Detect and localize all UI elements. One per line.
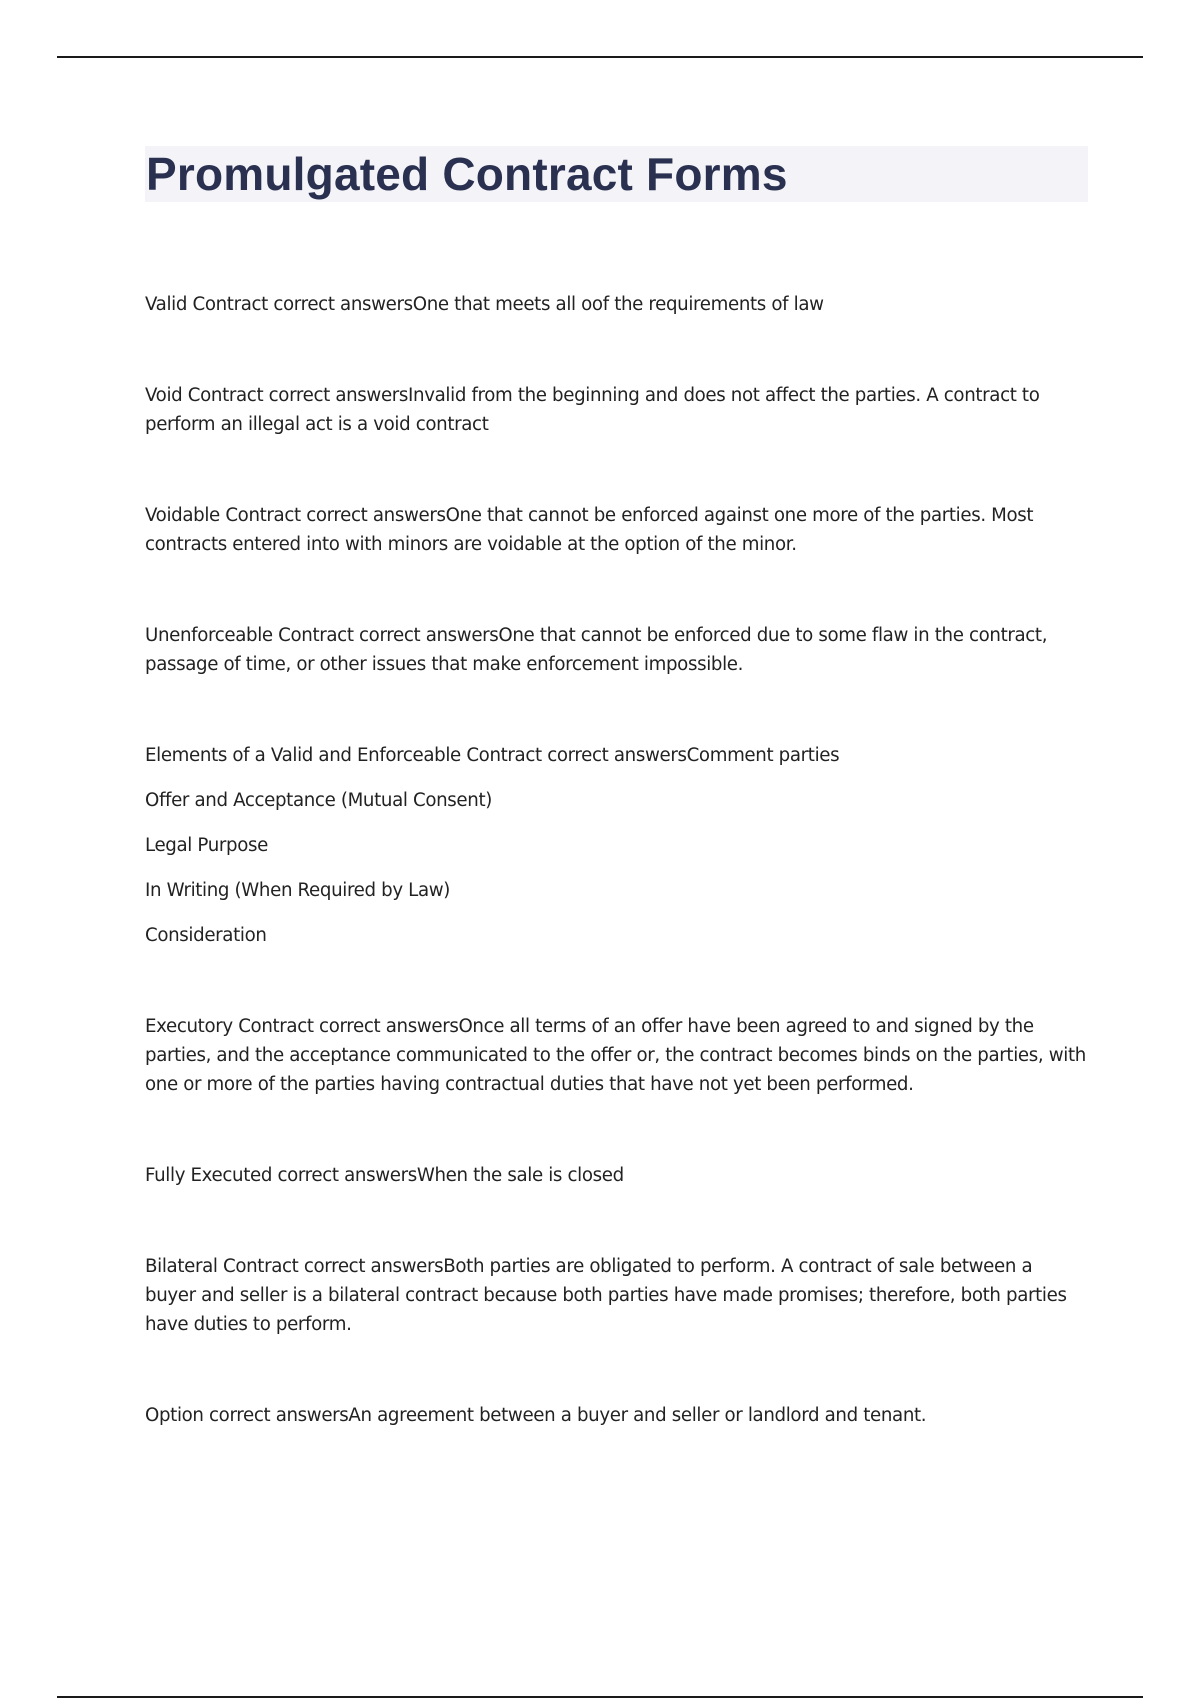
entry-text: Unenforceable Contract correct answersOne that cannot be enforced due to some flaw in the contract, passage of time, or other issues that make enforcement impossible. — [145, 625, 1048, 675]
entry-unenforceable-contract — [145, 621, 1088, 679]
page-title: Promulgated Contract Forms — [146, 148, 788, 200]
entry-text: Option correct answersAn agreement between a buyer and seller or landlord and tenant. — [145, 1405, 927, 1426]
list-item: Consideration — [145, 925, 267, 946]
entry-text: Elements of a Valid and Enforceable Contract correct answersComment parties — [145, 745, 840, 766]
list-item: In Writing (When Required by Law) — [145, 880, 451, 901]
entry-bilateral-contract — [145, 1252, 1088, 1339]
list-item: Offer and Acceptance (Mutual Consent) — [145, 790, 492, 811]
entry-option — [145, 1401, 1088, 1430]
entry-fully-executed — [145, 1161, 1088, 1190]
entry-text: Valid Contract correct answersOne that meets all oof the requirements of law — [145, 294, 824, 315]
entry-executory-contract — [145, 1012, 1088, 1099]
entry-text: Voidable Contract correct answersOne that cannot be enforced against one more of the parties. Most contracts entered into with minors are voidable at the option of the minor. — [145, 505, 1034, 555]
bottom-rule — [57, 1696, 1143, 1698]
list-item: Legal Purpose — [145, 835, 268, 856]
title-band — [145, 146, 1088, 202]
entry-text: Fully Executed correct answersWhen the sale is closed — [145, 1165, 624, 1186]
entry-text: Void Contract correct answersInvalid from the beginning and does not affect the parties. A contract to perform an illegal act is a void contract — [145, 385, 1040, 435]
entry-elements-of-contract — [145, 741, 1088, 950]
entry-void-contract — [145, 381, 1088, 439]
entry-valid-contract — [145, 290, 1088, 319]
document-body — [145, 146, 1088, 1492]
top-rule — [57, 56, 1143, 58]
entry-text: Bilateral Contract correct answersBoth parties are obligated to perform. A contract of sale between a buyer and seller is a bilateral contract because both parties have made promises; therefore, both parties have duties to perform. — [145, 1256, 1067, 1335]
entry-voidable-contract — [145, 501, 1088, 559]
entry-text: Executory Contract correct answersOnce all terms of an offer have been agreed to and signed by the parties, and the acceptance communicated to the offer or, the contract becomes binds on the parties, with one or more of the parties having contractual duties that have not yet been performed. — [145, 1016, 1086, 1095]
